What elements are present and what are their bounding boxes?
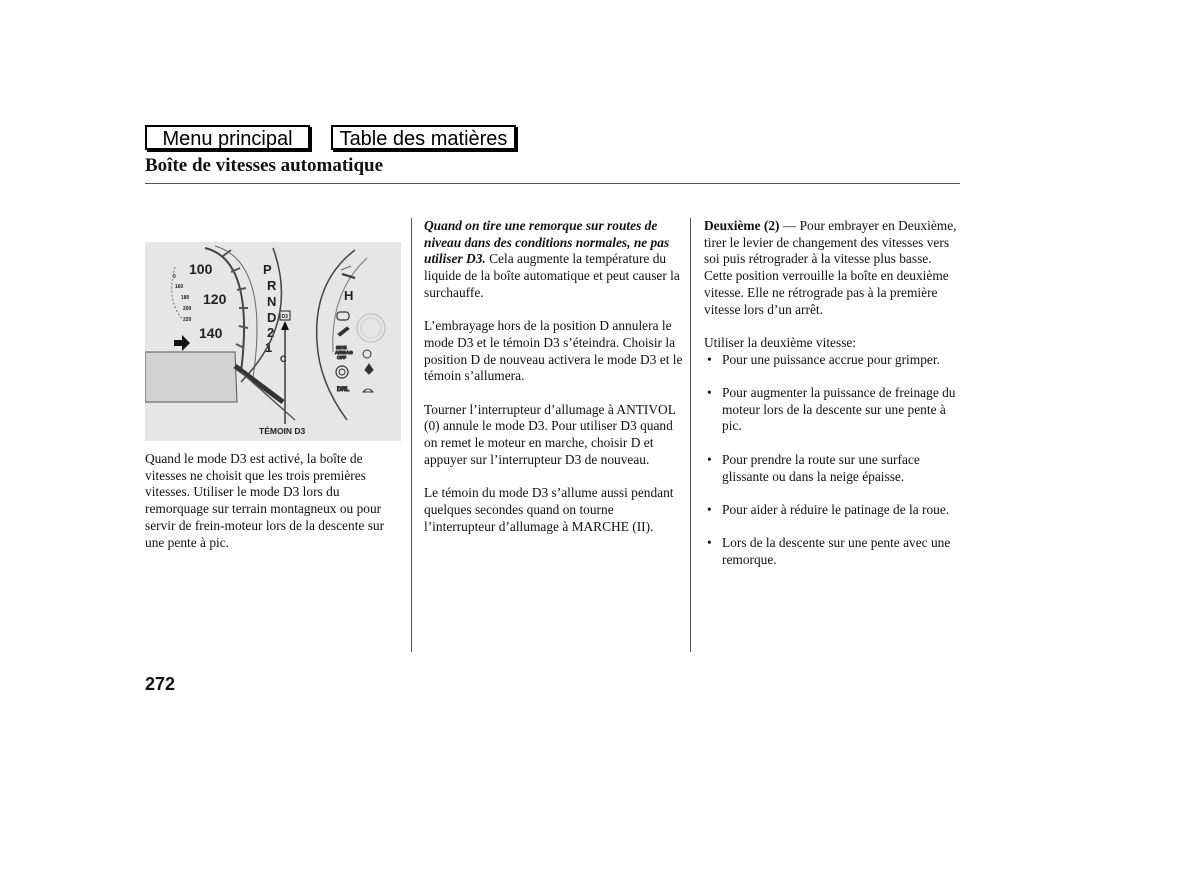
list-item <box>704 452 962 485</box>
towing-warning-emphasis: Quand on tire une remorque sur routes de niveau dans des conditions normales, ne pas utiliser D3. <box>424 218 670 267</box>
speed-minor-label: 220 <box>183 317 192 323</box>
d3-mode-paragraph: Quand le mode D3 est activé, la boîte de vitesses ne choisit que les trois premières vitesses. Utiliser le mode D3 lors du remorquage sur terrain montagneux ou pour servir de frein-moteur lors de la descente sur une pente à pic. <box>145 451 385 550</box>
second-gear-heading: Deuxième (2) <box>704 218 780 233</box>
speed-label: 120 <box>203 291 227 307</box>
title-divider <box>145 183 960 184</box>
wrench-icon <box>338 327 349 336</box>
column-1 <box>145 451 400 568</box>
warning-icons <box>335 312 373 393</box>
gear-letter: P <box>263 262 272 277</box>
speed-minor-label: 180 <box>181 295 190 301</box>
maintenance-icon <box>337 312 349 320</box>
gear-letter: 1 <box>265 340 273 355</box>
instrument-cluster-illustration <box>145 242 401 441</box>
defrost-icon <box>363 389 373 392</box>
seatbelt-icon <box>365 364 373 374</box>
svg-text:C: C <box>280 354 287 364</box>
towing-warning-paragraph <box>424 218 684 302</box>
d3-cancel-paragraph: L’embrayage hors de la position D annulera le mode D3 et le témoin D3 s’éteindra. Choisir la position D de nouveau activera le mode D3 et le témoin s’allumera. <box>424 318 683 384</box>
towing-warning-text: Cela augmente la température du liquide de la boîte automatique et peut causer la surchauffe. <box>424 251 680 300</box>
gear-letter: D <box>267 310 277 325</box>
brake-icon <box>336 366 348 378</box>
arrow-icon <box>174 335 190 351</box>
column-2 <box>424 218 684 552</box>
speed-label: 100 <box>189 261 213 277</box>
bullet-icon: • <box>707 451 712 467</box>
svg-text:AIRBAG: AIRBAG <box>335 350 353 355</box>
d3-indicator-icon: D3 <box>281 314 288 320</box>
speed-minor-label: 0 <box>173 274 176 280</box>
column-divider <box>411 218 412 652</box>
second-gear-paragraph <box>704 218 962 318</box>
list-item <box>704 385 962 435</box>
list-item <box>704 352 962 369</box>
bullet-icon: • <box>707 535 712 551</box>
table-des-matieres-button[interactable]: Table des matières <box>331 125 516 150</box>
speed-minor-label: 200 <box>183 306 192 312</box>
heading-dash: — <box>779 218 800 233</box>
drl-label: DRL <box>337 387 350 393</box>
menu-principal-button[interactable]: Menu principal <box>145 125 310 150</box>
gear-letter: R <box>267 278 277 293</box>
side-airbag-off-label: SIDE <box>336 345 347 350</box>
bullet-icon: • <box>707 351 712 367</box>
passenger-icon <box>363 350 371 358</box>
gear-letter: N <box>267 294 277 309</box>
list-item-text: Pour augmenter la puissance de freinage du moteur lors de la descente sur une pente à pic. <box>722 385 956 434</box>
speed-label: 140 <box>199 325 223 341</box>
gear-letter: 2 <box>267 325 275 340</box>
column-divider <box>690 218 691 652</box>
list-item <box>704 502 962 519</box>
bullet-icon: • <box>707 385 712 400</box>
second-gear-intro: Pour embrayer en Deuxième, tirer le levier de changement des vitesses vers soi puis rétrograder à la vitesse plus basse. Cette position verrouille la boîte en deuxième vitesse. Elle ne rétrograde pas à la première vitesse lors d’un arrêt. <box>704 218 957 317</box>
list-item <box>704 535 962 568</box>
section-title: Boîte de vitesses automatique <box>145 155 384 176</box>
column-3 <box>704 218 962 585</box>
usage-label: Utiliser la deuxième vitesse: <box>704 334 857 350</box>
figure-caption: TÉMOIN D3 <box>259 426 306 436</box>
indicator-paragraph: Le témoin du mode D3 s’allume aussi pendant quelques secondes quand on tourne l’interrupteur d’allumage à MARCHE (II). <box>424 485 674 534</box>
list-item-text: Lors de la descente sur une pente avec une remorque. <box>722 535 951 567</box>
instrument-cluster-figure <box>145 242 401 441</box>
svg-text:OFF: OFF <box>337 355 346 360</box>
speed-minor-label: 160 <box>175 284 184 290</box>
bullet-icon: • <box>707 501 712 517</box>
list-item-text: Pour aider à réduire le patinage de la roue. <box>722 501 950 517</box>
temperature-h-label: H <box>344 288 354 303</box>
list-item-text: Pour prendre la route sur une surface glissante ou dans la neige épaisse. <box>722 451 920 484</box>
page-number: 272 <box>145 674 176 694</box>
list-item-text: Pour une puissance accrue pour grimper. <box>722 351 940 367</box>
ignition-paragraph: Tourner l’interrupteur d’allumage à ANTIVOL (0) annule le mode D3. Pour utiliser D3 quand on remet le moteur en marche, choisir D et appuyer sur l’interrupteur D3 de nouveau. <box>424 401 676 467</box>
